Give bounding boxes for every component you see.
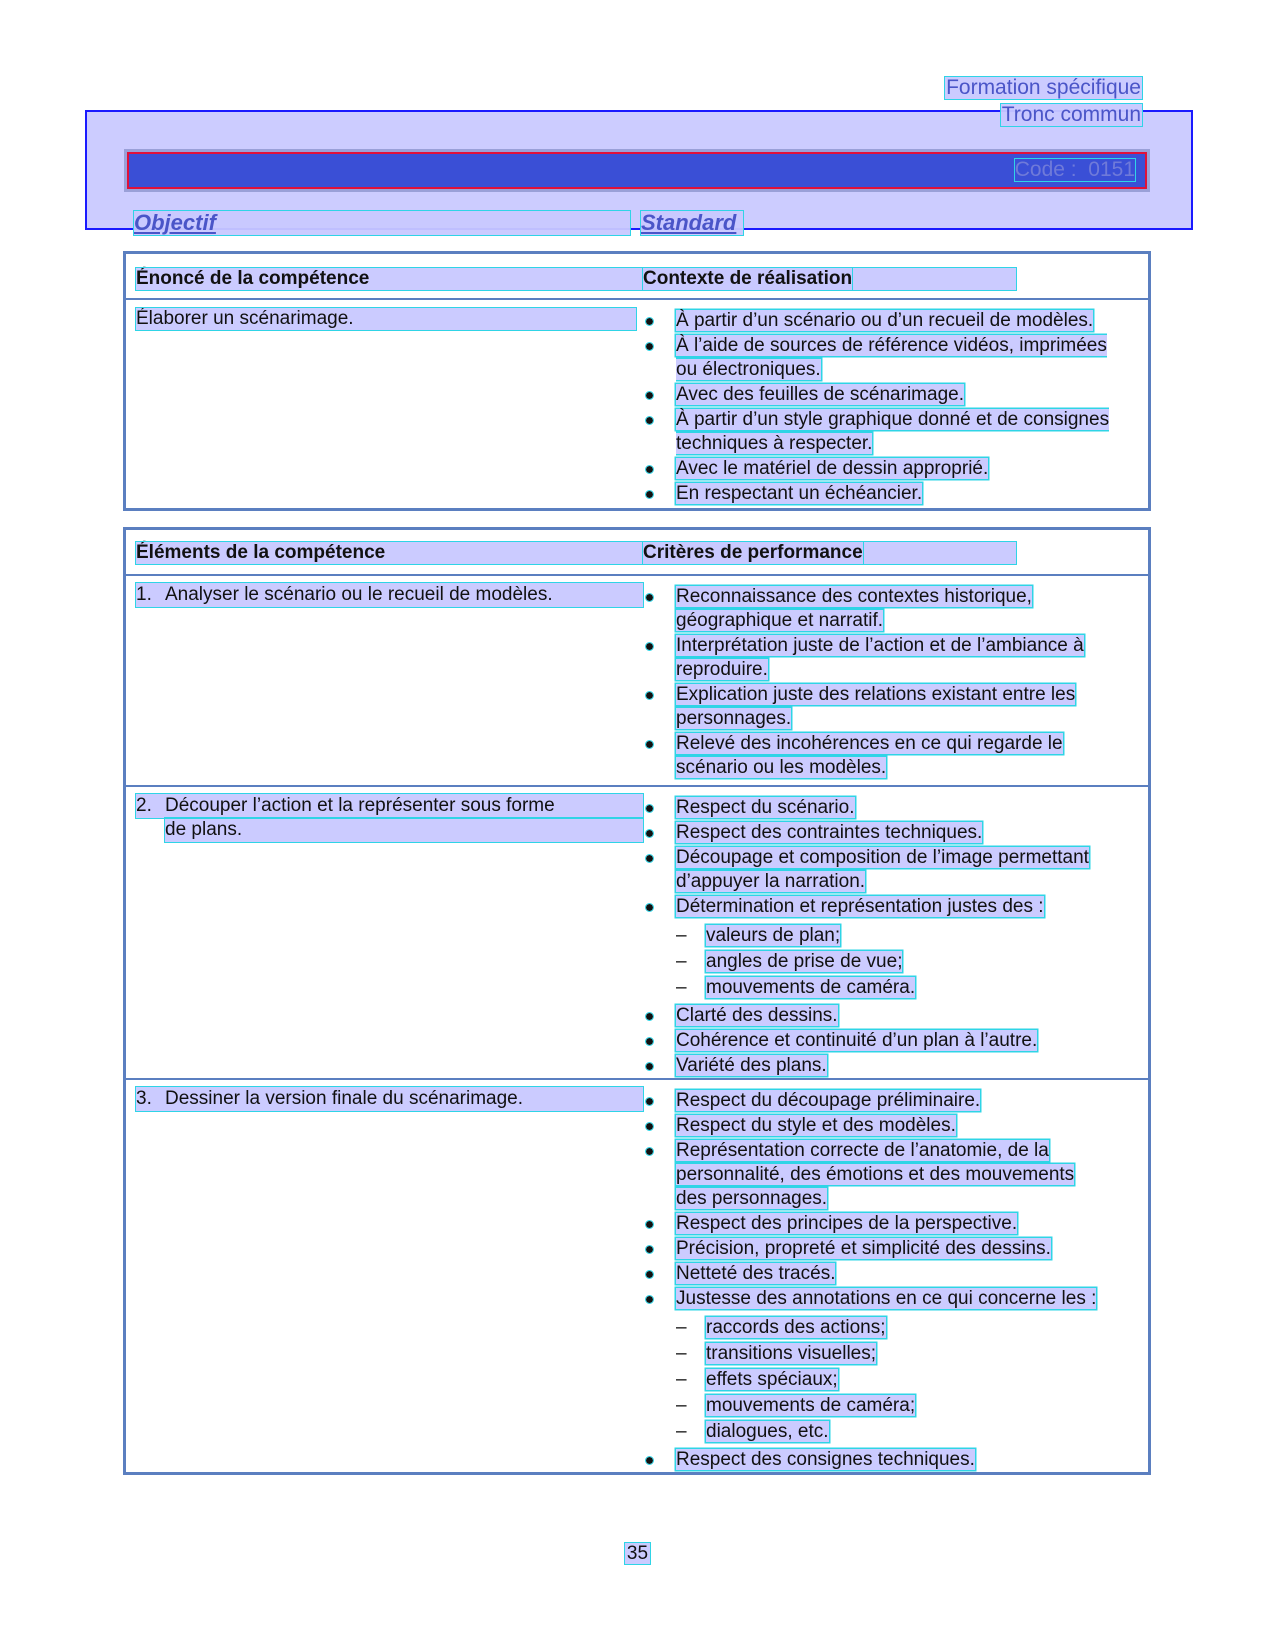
- enonce-header: Énoncé de la compétence: [136, 268, 370, 289]
- enonce-text: Élaborer un scénarimage.: [136, 308, 636, 330]
- contexte-item: À partir d’un scénario ou d’un recueil de modèles.: [646, 309, 1126, 333]
- bullet-icon: [646, 741, 653, 748]
- critere-item: Respect du découpage préliminaire.: [646, 1089, 1126, 1113]
- row1-divider: [126, 785, 1148, 787]
- bullet-icon: [646, 491, 653, 498]
- critere-item: Variété des plans.: [646, 1054, 1126, 1078]
- critere-item: Détermination et représentation justes des :: [646, 895, 1126, 919]
- critere-item: Découpage et composition de l’image permettant d’appuyer la narration.: [646, 846, 1126, 894]
- objectif-heading: Objectif: [134, 211, 630, 235]
- contexte-item: Avec le matériel de dessin approprié.: [646, 457, 1126, 481]
- bullet-icon: [646, 692, 653, 699]
- bullet-icon: [646, 1098, 653, 1105]
- critere-subitem: – dialogues, etc.: [676, 1421, 829, 1442]
- dash-icon: –: [676, 1395, 687, 1416]
- page-number: 35: [626, 1543, 649, 1564]
- code-value: 0151: [1088, 158, 1135, 181]
- critere-item: Justesse des annotations en ce qui concerne les :: [646, 1287, 1126, 1311]
- bullet-icon: [646, 466, 653, 473]
- bullet-icon: [646, 1296, 653, 1303]
- bullet-icon: [646, 855, 653, 862]
- code-bar: [124, 149, 1150, 192]
- elements-header: Éléments de la compétence: [136, 542, 386, 563]
- critere-subitem: – transitions visuelles;: [676, 1343, 877, 1364]
- criteres-list-1: [646, 585, 1126, 781]
- table2-header-divider: [126, 574, 1148, 576]
- contexte-item: Avec des feuilles de scénarimage.: [646, 383, 1126, 407]
- critere-item: Explication juste des relations existant entre les personnages.: [646, 683, 1126, 731]
- element-2: 2. Découper l’action et la représenter sous forme de plans.: [136, 794, 643, 842]
- bullet-icon: [646, 1063, 653, 1070]
- critere-subitem: – mouvements de caméra.: [676, 977, 916, 998]
- dash-icon: –: [676, 951, 687, 972]
- critere-item: Respect des principes de la perspective.: [646, 1212, 1126, 1236]
- bullet-icon: [646, 594, 653, 601]
- bullet-icon: [646, 1221, 653, 1228]
- bullet-icon: [646, 904, 653, 911]
- critere-item: Respect du scénario.: [646, 796, 1126, 820]
- contexte-item: En respectant un échéancier.: [646, 482, 1126, 506]
- critere-item: Netteté des tracés.: [646, 1262, 1126, 1286]
- bullet-icon: [646, 1246, 653, 1253]
- critere-item: Reconnaissance des contextes historique, géographique et narratif.: [646, 585, 1126, 633]
- contexte-header: Contexte de réalisation: [643, 268, 853, 289]
- code-label: Code :: [1014, 158, 1077, 181]
- bullet-icon: [646, 830, 653, 837]
- contexte-item: À l’aide de sources de référence vidéos, imprimées ou électroniques.: [646, 334, 1126, 382]
- element-1: 1. Analyser le scénario ou le recueil de modèles.: [136, 583, 643, 607]
- bullet-icon: [646, 1123, 653, 1130]
- dash-icon: –: [676, 1369, 687, 1390]
- dash-icon: –: [676, 1421, 687, 1442]
- bullet-icon: [646, 392, 653, 399]
- table1-divider: [126, 298, 1148, 300]
- critere-item: Clarté des dessins.: [646, 1004, 1126, 1028]
- critere-subitem: – raccords des actions;: [676, 1317, 886, 1338]
- dash-icon: –: [676, 1317, 687, 1338]
- dash-icon: –: [676, 1343, 687, 1364]
- criteres-list-2: [646, 796, 1126, 1079]
- critere-item: Relevé des incohérences en ce qui regarde le scénario ou les modèles.: [646, 732, 1126, 780]
- criteres-list-3: [646, 1089, 1126, 1473]
- bullet-icon: [646, 1271, 653, 1278]
- contexte-item: À partir d’un style graphique donné et de consignes techniques à respecter.: [646, 408, 1126, 456]
- criteres-header: Critères de performance: [643, 542, 863, 563]
- critere-item: Interprétation juste de l’action et de l’ambiance à reproduire.: [646, 634, 1126, 682]
- critere-item: Représentation correcte de l’anatomie, de la personnalité, des émotions et des mouvements des personnages.: [646, 1139, 1126, 1211]
- critere-subitem: – valeurs de plan;: [676, 925, 841, 946]
- contexte-list: [646, 309, 1126, 507]
- bullet-icon: [646, 1038, 653, 1045]
- critere-subitem: – angles de prise de vue;: [676, 951, 903, 972]
- bullet-icon: [646, 1013, 653, 1020]
- bullet-icon: [646, 1148, 653, 1155]
- critere-item: Cohérence et continuité d’un plan à l’autre.: [646, 1029, 1126, 1053]
- standard-heading: Standard: [641, 211, 743, 235]
- bullet-icon: [646, 343, 653, 350]
- row2-divider: [126, 1078, 1148, 1080]
- formation-label: Formation spécifique: [946, 76, 1141, 99]
- code-text: [1015, 159, 1135, 181]
- dash-icon: –: [676, 925, 687, 946]
- dash-icon: –: [676, 977, 687, 998]
- tronc-commun-label: Tronc commun: [1001, 103, 1141, 126]
- bullet-icon: [646, 417, 653, 424]
- bullet-icon: [646, 643, 653, 650]
- critere-item: Respect des contraintes techniques.: [646, 821, 1126, 845]
- element-3: 3. Dessiner la version finale du scénarimage.: [136, 1087, 643, 1111]
- bullet-icon: [646, 805, 653, 812]
- bullet-icon: [646, 318, 653, 325]
- critere-item: Respect des consignes techniques.: [646, 1448, 1126, 1472]
- elements-table: [123, 527, 1151, 1475]
- critere-item: Précision, propreté et simplicité des dessins.: [646, 1237, 1126, 1261]
- critere-subitem: – mouvements de caméra;: [676, 1395, 916, 1416]
- bullet-icon: [646, 1457, 653, 1464]
- competence-table: [123, 251, 1151, 511]
- critere-item: Respect du style et des modèles.: [646, 1114, 1126, 1138]
- critere-subitem: – effets spéciaux;: [676, 1369, 838, 1390]
